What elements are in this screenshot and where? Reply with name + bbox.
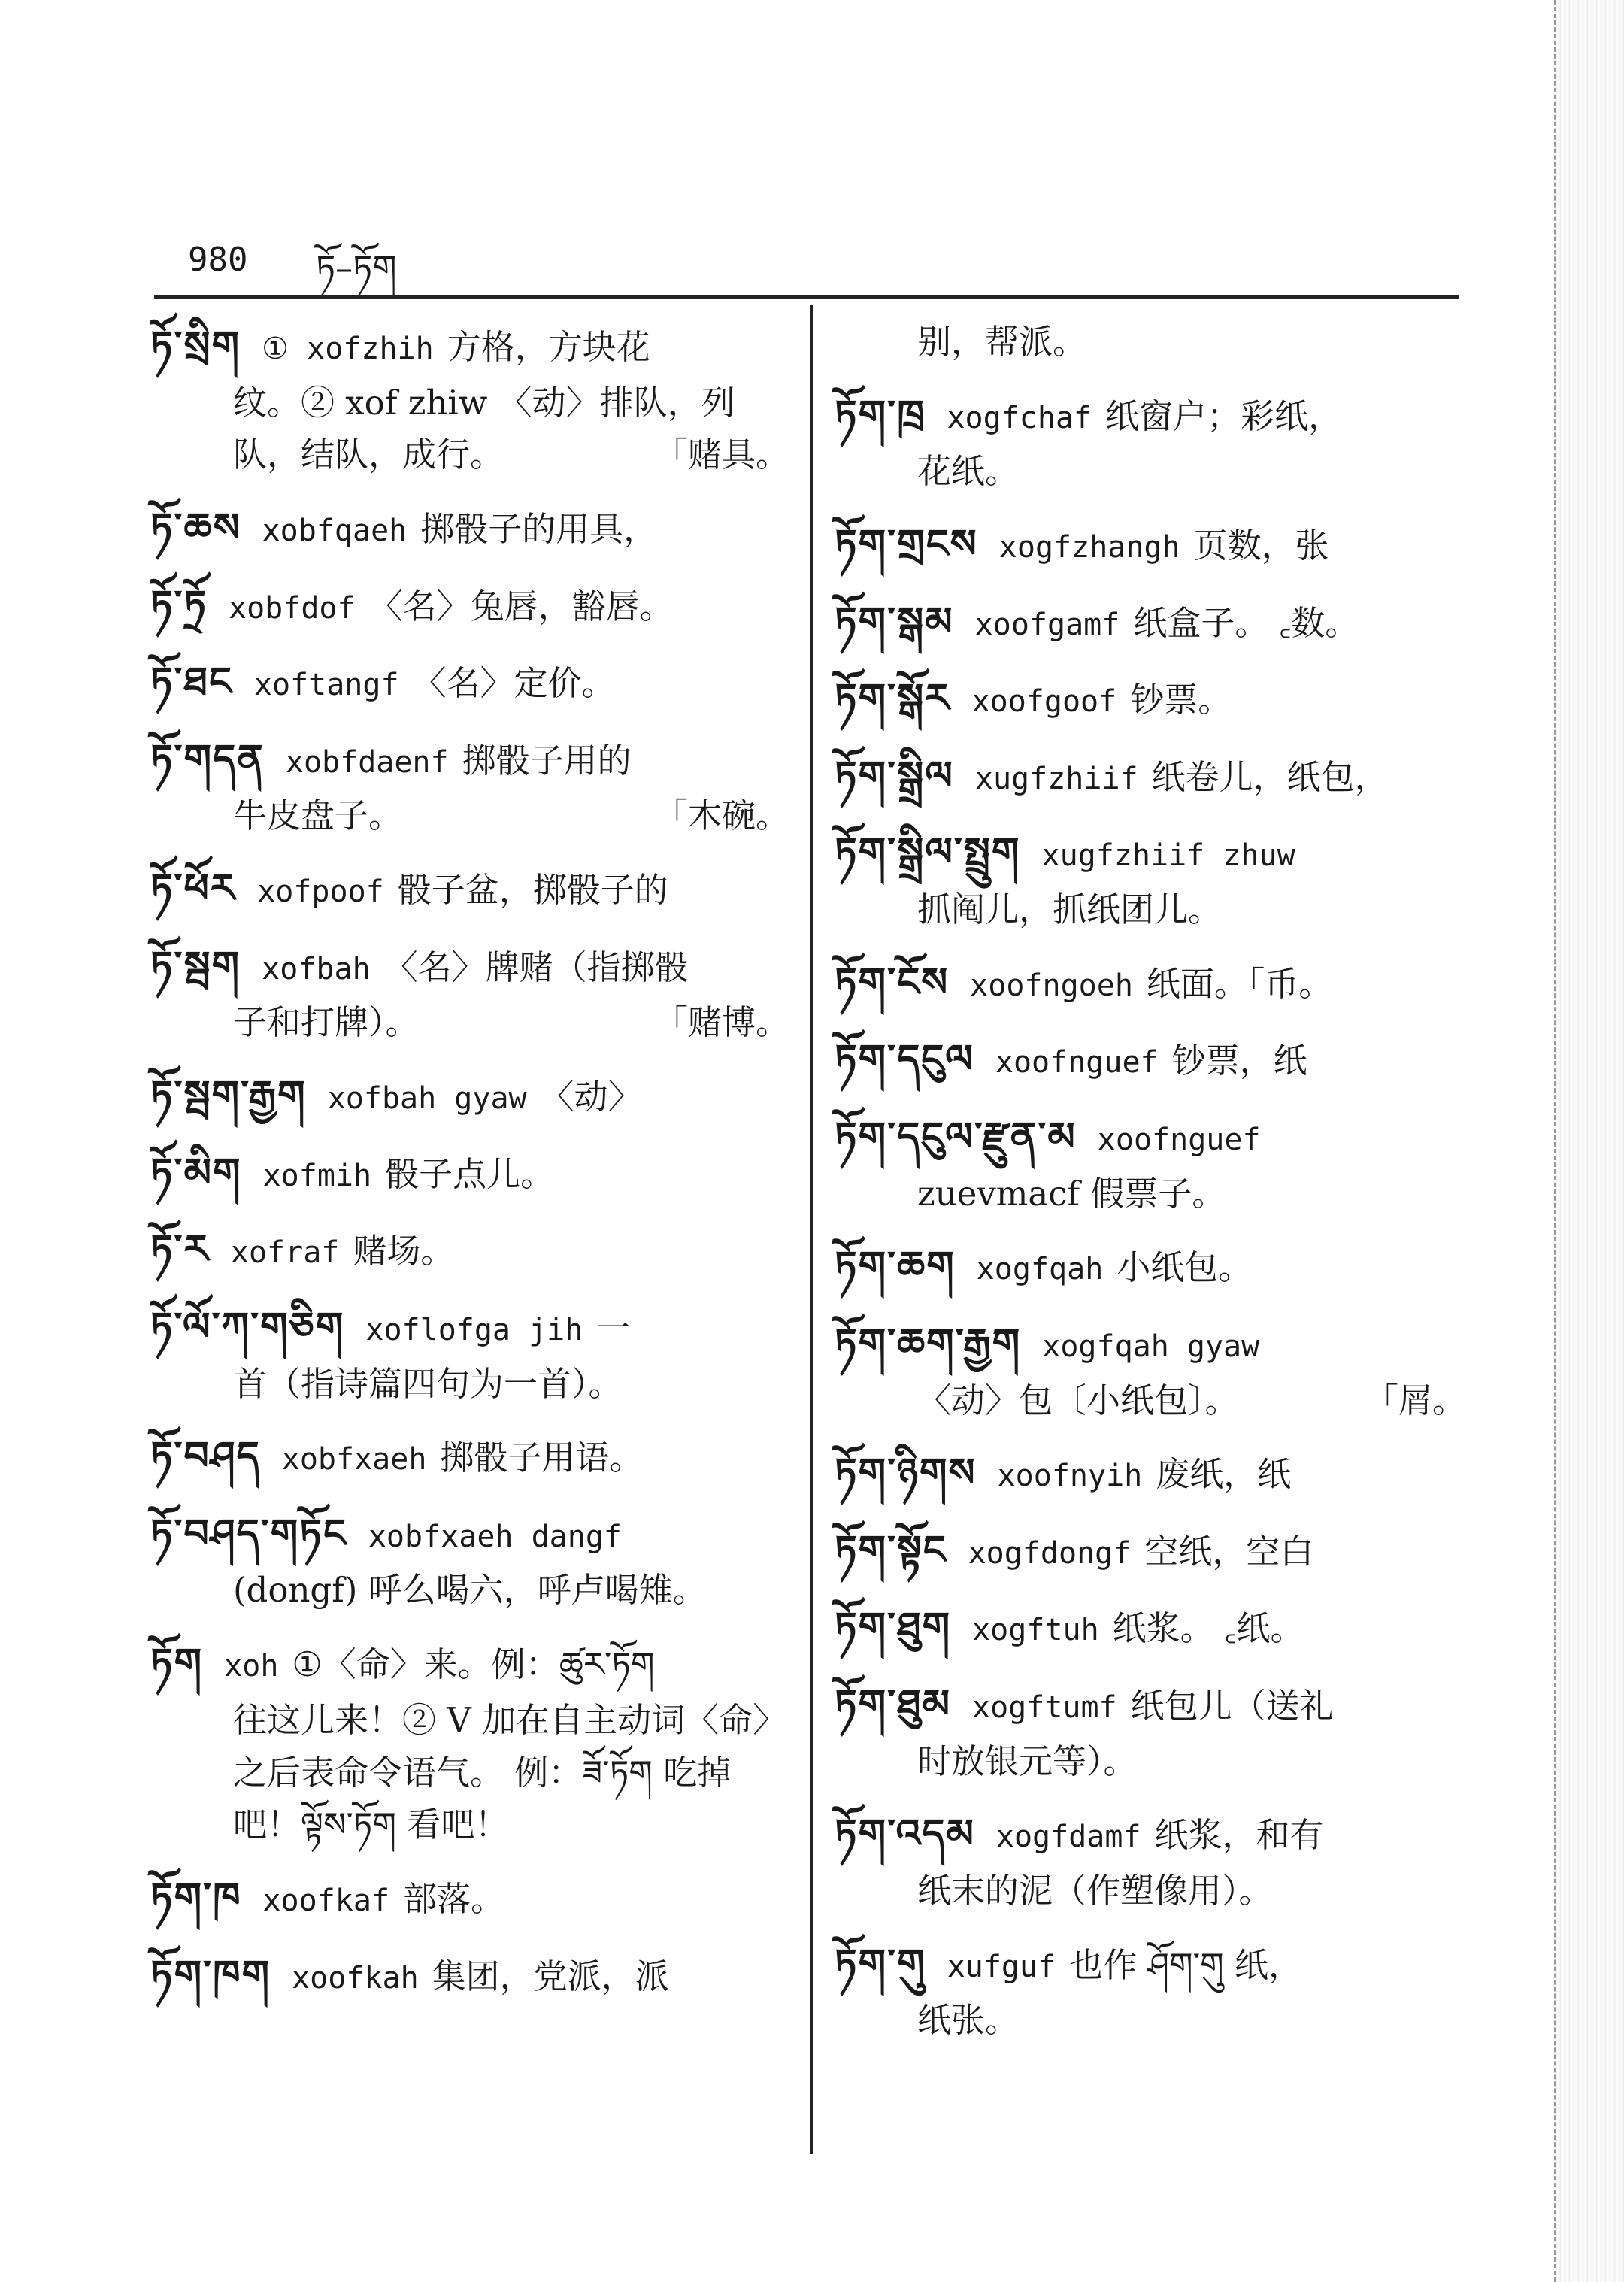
entry-phonetic: xoofnguef: [1097, 1123, 1261, 1157]
dictionary-entry: [835, 1804, 1466, 1917]
dictionary-entry: [835, 385, 1466, 498]
entry-phonetic: xoofkah: [292, 1960, 419, 1996]
entry-definition: 〈名〉牌赌（指掷骰: [383, 947, 689, 987]
dictionary-entry: [150, 1297, 789, 1410]
entry-continuation: 纹。② xof zhiw 〈动〉排队，列队，结队，成行。: [233, 382, 735, 475]
entry-definition: 掷骰子的用具，: [420, 509, 658, 550]
entry-headword: ཏོག་སྒྲིལ་སྤྲུག: [835, 830, 1021, 876]
entry-continuation: 纸张。: [917, 2000, 1020, 2041]
entry-headword: ཏོག་ཐུམ: [835, 1682, 951, 1728]
entry-headword: ཏོ་མིག: [150, 1150, 242, 1196]
entry-definition: 方格，方块花: [447, 327, 650, 367]
entry-phonetic: xofbah gyaw: [327, 1081, 527, 1117]
entry-phonetic: xoofnguef: [995, 1045, 1159, 1080]
entry-headword: ཏོག་ཆག་རྒྱག: [835, 1320, 1022, 1366]
entry-phonetic: xoftangf: [253, 668, 399, 703]
page-header: [188, 226, 1466, 286]
entry-definition: 钞票。: [1130, 680, 1232, 720]
entry-headword: ཏོ་བཤད: [150, 1434, 261, 1480]
dictionary-entry: [150, 652, 789, 713]
dictionary-entry: [835, 1443, 1466, 1504]
entry-phonetic: xoofgoof: [971, 684, 1117, 720]
entry-headword: ཏོག་སྒྲིལ: [835, 753, 954, 799]
right-column: [835, 316, 1466, 2063]
dictionary-entry: [150, 936, 789, 1049]
dictionary-entry: [835, 823, 1466, 935]
header-rule: [154, 295, 1459, 299]
entry-phonetic: xoofkaf: [262, 1883, 390, 1919]
entry-headword: ཏོ་གདན: [150, 736, 265, 782]
entry-headword: ཏོ་ཏྲོ: [150, 582, 208, 628]
entry-phonetic: xobfxaeh: [281, 1442, 427, 1477]
entry-definition: 赌场。: [353, 1231, 455, 1271]
entry-phonetic: xogftuh: [972, 1613, 1099, 1648]
entry-headword: ཏོག་དངུལ་རྫུན་མ: [835, 1114, 1077, 1159]
entry-phonetic: xofmih: [262, 1158, 372, 1193]
entry-definition: 集团，党派，派: [432, 1956, 669, 1996]
dictionary-entry: [835, 316, 1466, 368]
entry-headword: ཏོག་གྲངས: [835, 522, 978, 568]
entry-definition: 空纸，空白: [1144, 1531, 1314, 1571]
entry-definition: 页数，张: [1193, 526, 1329, 566]
entry-headword: ཏོ་ཆས: [150, 505, 241, 551]
page-number: 980: [188, 241, 248, 279]
entry-phonetic: xofpoof: [257, 874, 384, 910]
entry-definition: 骰子点儿。: [385, 1153, 555, 1194]
dictionary-entry: [150, 575, 789, 636]
entry-definition: 骰子盆，掷骰子的: [397, 870, 668, 911]
entry-phonetic: xoofngoeh: [970, 968, 1133, 1003]
entry-headword: ཏོ་ཕོར: [150, 866, 237, 912]
entry-definition: 纸包儿（送礼: [1130, 1686, 1334, 1726]
entry-phonetic: xugfzhiif zhuw: [1041, 838, 1295, 874]
dictionary-entry: [835, 953, 1466, 1014]
dictionary-entry: [150, 859, 789, 920]
dictionary-entry: [150, 1220, 789, 1280]
entry-definition: 〈名〉定价。: [412, 663, 616, 704]
entry-definition: 纸盒子。 ꜀数。: [1133, 602, 1359, 643]
entry-headword: ཏོག་ཉིགས: [835, 1450, 977, 1496]
dictionary-entry: [835, 1029, 1466, 1090]
entry-definition: 掷骰子用语。: [440, 1438, 644, 1478]
entry-headword: ཏོག: [150, 1641, 204, 1686]
entry-headword: ཏོག་ཁག: [150, 1952, 271, 1998]
dictionary-entry: [150, 1945, 789, 2006]
entry-definition: 部落。: [403, 1879, 505, 1920]
entry-continuation: 时放银元等）。: [917, 1741, 1138, 1781]
entry-phonetic: xoh: [224, 1649, 279, 1684]
entry-definition: 纸面。「币。: [1146, 963, 1333, 1004]
entry-headword: ཏོག་གུ: [835, 1941, 926, 1987]
entry-headword: ཏོ་སྦག: [150, 943, 241, 989]
entry-phonetic: xogfdamf: [995, 1820, 1141, 1855]
entry-continuation: 抓阄儿，抓纸团儿。: [917, 889, 1223, 930]
entry-definition: 纸浆。 ꜀纸。: [1112, 1608, 1304, 1649]
dictionary-entry: [150, 1426, 789, 1487]
entry-continuation: (dongf) 呼么喝六，呼卢喝雉。: [233, 1570, 707, 1611]
dictionary-entry: [835, 746, 1466, 807]
entry-continuation: 纸末的泥（作塑像用）。: [917, 1871, 1273, 1911]
entry-headword: ཏོ་ཐང: [150, 659, 233, 705]
entry-headword: ཏོ་སྦག་རྒྱག: [150, 1073, 307, 1119]
entry-phonetic: xofraf: [230, 1235, 340, 1271]
entry-headword: ཏོག་ངོས: [835, 959, 950, 1005]
entry-carryover-mark: 「屑。: [1364, 1380, 1466, 1420]
dictionary-entry: [150, 1065, 789, 1126]
dictionary-entry: [835, 1314, 1466, 1426]
dictionary-entry: [835, 668, 1466, 729]
dictionary-entry: [150, 1868, 789, 1929]
entry-carryover-mark: 「木碗。: [653, 796, 789, 836]
entry-continuation: zuevmacf 假票子。: [917, 1173, 1226, 1214]
entry-phonetic: xofbah: [262, 951, 371, 986]
entry-phonetic: xoofgamf: [974, 607, 1120, 642]
entry-phonetic: xogfqah: [976, 1252, 1104, 1287]
entry-definition: 小纸包。: [1116, 1247, 1253, 1288]
dictionary-entry: [835, 1674, 1466, 1787]
dictionary-entry: [835, 1597, 1466, 1658]
dictionary-entry: [835, 1236, 1466, 1297]
entry-definition: 掷骰子用的: [462, 740, 632, 780]
entry-continuation: 往这儿来！② Ⅴ 加在自主动词〈命〉之后表命令语气。 例：ཟོ་ཏོག 吃掉吧！ལྟོས་ཏོག 看吧！: [233, 1699, 787, 1845]
entry-phonetic: xogfzhangh: [998, 530, 1180, 565]
entry-definition: 纸浆，和有: [1154, 1815, 1324, 1856]
entry-phonetic: xugfzhiif: [974, 761, 1138, 796]
entry-phonetic: xobfxaeh dangf: [368, 1519, 622, 1554]
dictionary-entry: [835, 1107, 1466, 1220]
entry-continuation: 花纸。: [917, 451, 1020, 492]
entry-carryover-mark: 「赌博。: [653, 1002, 789, 1043]
entry-definition: 钞票，纸: [1171, 1041, 1307, 1081]
entry-definition: 废纸，纸: [1156, 1454, 1292, 1495]
entry-phonetic: xobfqaeh: [262, 514, 408, 549]
entry-headword: ཏོ་ལོ་ཀ་གཅིག: [150, 1304, 345, 1350]
entry-headword: ཏོག་ཁ: [150, 1875, 242, 1921]
entry-definition: ①〈命〉来。例：ཚུར་ཏོག: [292, 1644, 655, 1685]
left-column: [150, 316, 789, 2022]
entry-definition: 纸卷儿，纸包，: [1151, 756, 1389, 797]
entry-definition: 〈名〉兔唇，豁唇。: [368, 586, 674, 626]
entry-headword: ཏོག་ཐུག: [835, 1605, 952, 1650]
entry-phonetic: xogfqah gyaw: [1042, 1329, 1260, 1364]
dictionary-entry: [150, 1143, 789, 1204]
entry-definition: 〈动〉: [540, 1077, 642, 1117]
entry-headword: ཏོག་སྟོང: [835, 1527, 947, 1573]
entry-continuation: 牛皮盘子。: [233, 796, 403, 836]
entry-phonetic: xogfchaf: [947, 400, 1092, 435]
entry-headword: ཏོག་སྒམ: [835, 599, 954, 644]
dictionary-entry: [835, 592, 1466, 653]
entry-phonetic: xoflofga jih: [365, 1312, 583, 1347]
entry-continuation: 〈动〉包〔小纸包〕。: [917, 1380, 1239, 1420]
running-head: ཏོ–ཏོག: [316, 247, 397, 288]
entry-phonetic: xobfdof: [229, 590, 356, 626]
entry-headword: ཏོ་བཤད་གཏོང: [150, 1511, 347, 1556]
entry-phonetic: xogfdongf: [968, 1535, 1132, 1571]
entry-phonetic: xogftumf: [971, 1690, 1117, 1726]
page-edge: [1554, 0, 1624, 2282]
dictionary-entry: [835, 1520, 1466, 1581]
entry-phonetic: ① xofzhih: [262, 332, 434, 366]
entry-continuation: 子和打牌）。: [233, 1002, 420, 1043]
entry-definition: 也作 ཤོག་གུ 纸，: [1069, 1944, 1303, 1985]
entry-headword: ཏོག་ཆག: [835, 1244, 956, 1289]
entry-phonetic: xoofnyih: [997, 1459, 1143, 1494]
dictionary-entry: [835, 1934, 1466, 2047]
dictionary-entry: [150, 1504, 789, 1617]
entry-headword: ཏོག་སྒོར: [835, 676, 951, 722]
dictionary-entry: [150, 316, 789, 481]
entry-phonetic: xufguf: [947, 1949, 1056, 1984]
dictionary-entry: [150, 1633, 789, 1851]
entry-headword: ཏོག་ཁྲ: [835, 392, 926, 438]
entry-definition: 一: [596, 1308, 631, 1348]
entry-phonetic: xobfdaenf: [285, 744, 449, 780]
entry-carryover-mark: 「赌具。: [653, 435, 789, 475]
entry-headword: ཏོ་ར: [150, 1227, 210, 1273]
dictionary-entry: [150, 498, 789, 559]
dictionary-entry: [835, 514, 1466, 575]
entry-headword: ཏོག་འདམ: [835, 1811, 975, 1857]
entry-headword: ཏོ་སྲིག: [150, 323, 241, 368]
entry-definition: 纸窗户；彩纸，: [1105, 395, 1343, 436]
column-divider: [810, 305, 813, 2154]
entry-continuation: 别，帮派。: [917, 322, 1087, 362]
entry-headword: ཏོག་དངུལ: [835, 1037, 974, 1083]
dictionary-entry: [150, 729, 789, 842]
entry-continuation: 首（指诗篇四句为一首）。: [233, 1363, 623, 1404]
